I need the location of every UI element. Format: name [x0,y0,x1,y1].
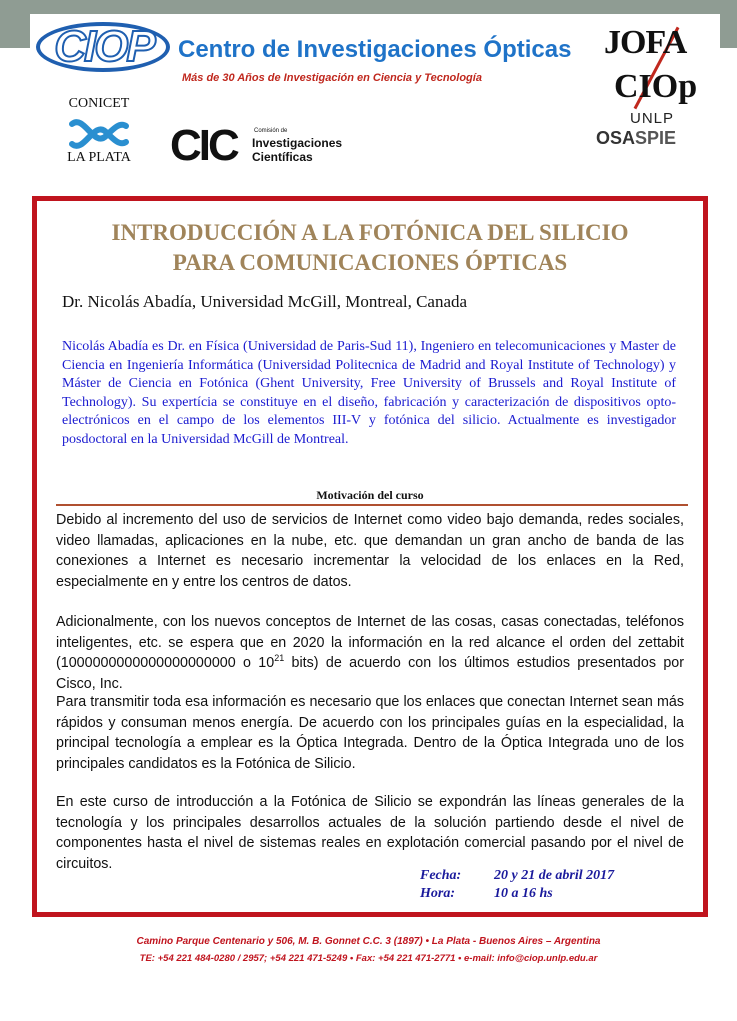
motivation-paragraph-3: Para transmitir toda esa información es necesario que los enlaces que conectan Internet sean más rápidos y consuman menos energía. De acuerdo con los principales guías en la especialidad, la principal tecnología a emplear es la Óptica Integrada. Dentro de la Óptica Integrada uno de los principales candidatos es la Fotónica de Silicio. [56,694,684,772]
date-label: Fecha: [420,868,462,883]
conicet-logo-icon [68,116,130,152]
paragraph-2-exponent: 21 [274,653,285,664]
speaker-line: Dr. Nicolás Abadía, Universidad McGill, Montreal, Canada [62,292,468,311]
cic-name-line2: Científicas [252,150,313,164]
time-value: 10 a 16 hs [494,886,553,901]
spie-label: SPIE [635,128,677,148]
cic-logo: CIC [170,121,237,170]
ciop-logo [34,18,174,78]
unlp-label: UNLP [630,110,675,127]
time-label: Hora: [420,886,455,901]
jofa-logo: JOFA [604,24,687,61]
ciop-logo-text: CIOP [54,22,154,71]
date-value: 20 y 21 de abril 2017 [494,868,615,883]
speaker-bio: Nicolás Abadía es Dr. en Física (Universidad de Paris-Sud 11), Ingeniero en telecomunicaciones y Master de Ciencia en Ingeniería Informática (Universidad Politecnica de Madrid and Royal Institute of Technology) y Máster de Ciencia en Fotónica (Ghent University, Free University of Brussels and Royal Institute of Technology). Su expertícia se constituye en el diseño, fabricación y caracterización de dispositivos opto-electrónicos en el campo de los elementos III-V y fotónica del silicio. Actualmente es investigador posdoctoral en la Universidad McGill de Montreal. [62,339,676,447]
course-title-line2: PARA COMUNICACIONES ÓPTICAS [172,250,568,275]
osa-label: OSA [596,128,636,148]
cic-name-line1: Investigaciones [252,136,343,150]
course-title-line1: INTRODUCCIÓN A LA FOTÓNICA DEL SILICIO [111,220,629,245]
footer-contact: TE: +54 221 484-0280 / 2957; +54 221 471-5249 • Fax: +54 221 471-2771 • e-mail: info@ciop.unlp.edu.ar [139,953,598,964]
org-subtitle: Más de 30 Años de Investigación en Ciencia y Tecnología [182,72,482,84]
osa-spie-logo [596,128,676,149]
motivation-paragraph-4: En este curso de introducción a la Fotónica de Silicio se expondrán las líneas generales de la tecnología y los principales desarrollos actuales de la solución partiendo desde el nivel de componentes hasta el nivel de sistemas reales en explotación comercial pasando por el nivel de circuitos. [56,794,684,872]
org-title: Centro de Investigaciones Ópticas [178,36,572,63]
cic-small-label: Comisión de [254,128,288,134]
la-plata-label: LA PLATA [67,150,131,165]
footer-address: Camino Parque Centenario y 506, M. B. Gonnet C.C. 3 (1897) • La Plata - Buenos Aires – Argentina [136,936,601,947]
motivation-paragraph-1: Debido al incremento del uso de servicios de Internet como video bajo demanda, redes sociales, video llamadas, aplicaciones en la nube, etc. que demandan un gran ancho de banda de las conexiones a Internet es necesario incrementar la velocidad de los enlaces en la Red, especialmente en y entre los centros de datos. [56,512,684,590]
course-title [36,218,704,278]
conicet-label: CONICET [68,96,130,111]
cic-name [252,136,342,164]
motivation-paragraph-2 [56,612,684,694]
motivation-divider [56,504,688,506]
paragraph-2-part-a: Adicionalmente, con los nuevos conceptos de Internet de las cosas, casas conectadas, teléfonos inteligentes, etc. se espera que en 2020 la información en la red alcance el orden del zettabit (1000000000000000000000 o 10 [56,614,684,671]
motivation-heading: Motivación del curso [316,488,424,502]
ciop-secondary-logo: CIOp [614,68,698,105]
paragraph-2-part-b: bits) de acuerdo con los últimos estudios presentados por Cisco, Inc. [56,655,684,692]
